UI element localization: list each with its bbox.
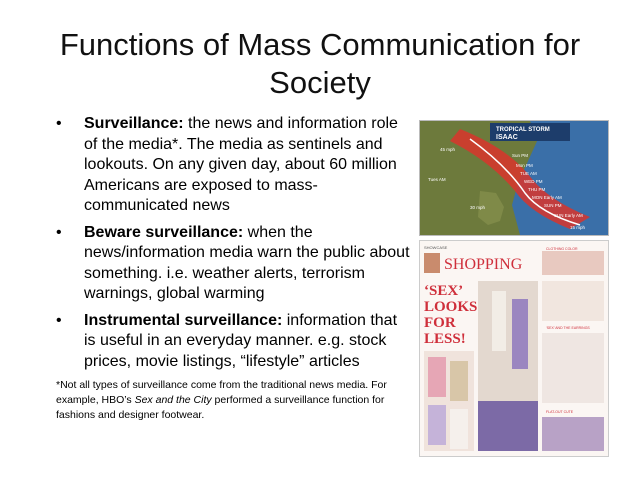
bullet-label: Surveillance: xyxy=(84,115,184,132)
bullet-label: Instrumental surveillance: xyxy=(84,311,283,329)
magazine-page-image xyxy=(419,240,609,457)
outfit-3 xyxy=(428,405,446,445)
magazine-page-graphic xyxy=(420,241,608,456)
bullet-instrumental-surveillance xyxy=(56,311,411,373)
bullet-label: Beware surveillance: xyxy=(84,223,244,241)
figure-1 xyxy=(492,291,506,351)
editor-photo xyxy=(424,253,440,273)
earrings-panel xyxy=(542,333,604,403)
footnote-text-end: performed a surveillance function for fashions and designer footwear. xyxy=(56,394,385,421)
outfit-2 xyxy=(450,361,468,401)
bullet-beware-surveillance xyxy=(56,223,411,305)
bullet-surveillance xyxy=(56,114,411,217)
headline-2: LOOKS xyxy=(424,299,478,315)
map-label: SUN Early AM xyxy=(554,213,583,218)
side-label-1: CLOTHING COLOR xyxy=(546,247,578,251)
map-label: 30 mph xyxy=(470,205,486,210)
bullet-text: the news and information role of the media*. The media as sentinels and lookouts. On any given day, about 60 million Americans are exposed to mass-communicated news xyxy=(84,115,398,214)
figure-2 xyxy=(512,299,528,369)
map-label: TUE AM xyxy=(520,171,537,176)
headline-4: LESS! xyxy=(424,331,466,347)
accessory-panel xyxy=(542,281,604,321)
side-label-3: FLAT-OUT CUTE xyxy=(546,410,574,414)
side-label-2: ‘SEX’ AND THE EARRINGS xyxy=(546,326,590,330)
bullet-text: information that is useful in an everyday manner. e.g. stock prices, movie listings, “lifestyle” articles xyxy=(84,311,398,370)
footnote-text: *Not all types of surveillance come from the traditional news media. For example, HBO’s xyxy=(56,379,387,406)
map-label: 15 mph xyxy=(570,225,586,230)
headline-1: ‘SEX’ xyxy=(424,283,464,299)
map-label: 45 mph xyxy=(440,147,456,152)
map-label: Sun PM xyxy=(512,153,529,158)
map-label: MON Early AM xyxy=(532,195,562,200)
map-label: SUN PM xyxy=(544,203,562,208)
bullet-dot: • xyxy=(56,115,62,132)
flats-panel xyxy=(542,417,604,451)
map-label: THU PM xyxy=(528,187,546,192)
street-photo xyxy=(478,281,538,401)
mag-header: SHOPPING xyxy=(444,256,523,273)
banner-line1: TROPICAL STORM xyxy=(496,127,550,133)
mag-small-header: SHOWCASE xyxy=(424,245,448,250)
map-label: WED PM xyxy=(524,179,543,184)
bullet-dot: • xyxy=(56,223,62,241)
outfit-1 xyxy=(428,357,446,397)
hurricane-map-image xyxy=(419,120,609,236)
map-label: Mon PM xyxy=(516,163,533,168)
skirt-photo xyxy=(478,401,538,451)
outfit-4 xyxy=(450,409,468,449)
bullet-dot: • xyxy=(56,311,62,329)
bullet-list xyxy=(56,114,411,378)
map-label: Tues AM xyxy=(428,177,446,182)
bullet-text: when the news/information media warn the public about something. i.e. weather alerts, terrorism warnings, global warming xyxy=(84,223,410,302)
headline-3: FOR xyxy=(424,315,456,331)
footnote xyxy=(56,378,396,423)
hurricane-map-graphic xyxy=(420,121,608,235)
banner-line2: ISAAC xyxy=(496,134,518,141)
footnote-show-title: Sex and the City xyxy=(134,394,212,406)
slide-title: Functions of Mass Communication for Society xyxy=(59,27,581,100)
shoe-photo xyxy=(542,251,604,275)
